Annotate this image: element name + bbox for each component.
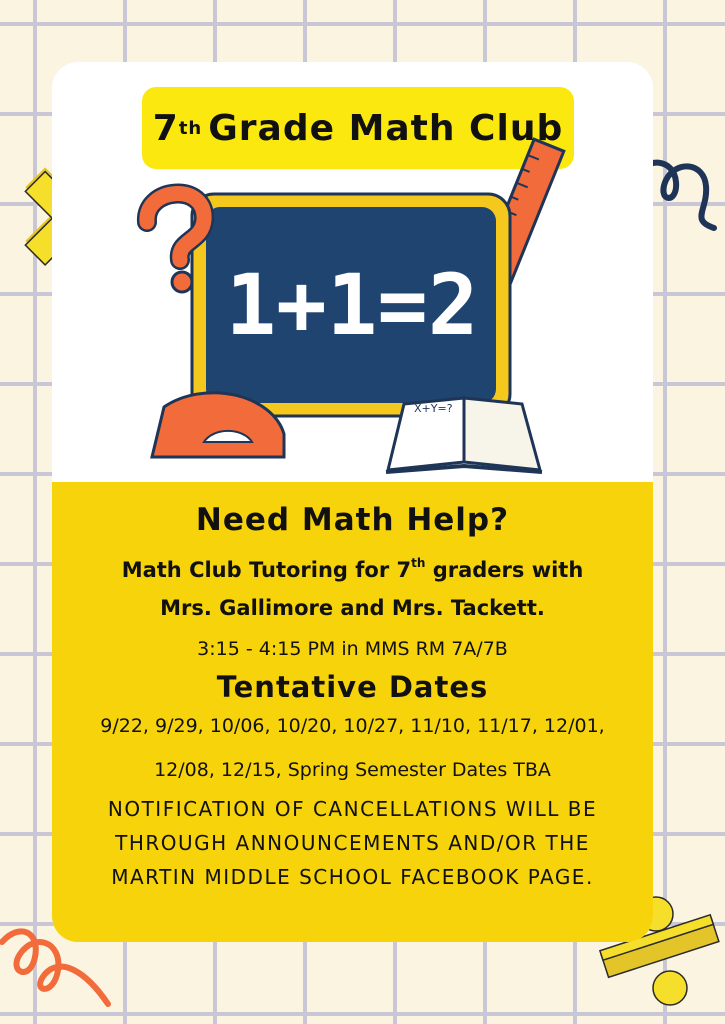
flyer-card: [52, 62, 653, 942]
tutoring-superscript: th: [411, 556, 426, 570]
book-icon: [386, 398, 542, 472]
teachers-line: Mrs. Gallimore and Mrs. Tackett.: [160, 596, 545, 620]
tutoring-line: [52, 556, 653, 582]
tutoring-prefix: Math Club Tutoring for 7: [121, 558, 412, 582]
time-location: 3:15 - 4:15 PM in MMS RM 7A/7B: [197, 638, 508, 660]
book-equation: X+Y=?: [414, 402, 453, 415]
dates-line-2: 12/08, 12/15, Spring Semester Dates TBA: [154, 759, 551, 781]
tutoring-suffix: graders with: [425, 558, 584, 582]
chalkboard-illustration: [52, 62, 653, 482]
need-help-heading: Need Math Help?: [195, 502, 510, 538]
dates-line-1: 9/22, 9/29, 10/06, 10/20, 10/27, 11/10, 11/17, 12/01,: [100, 715, 605, 737]
title-text: Grade Math Club: [208, 107, 564, 149]
cancellation-notice: NOTIFICATION OF CANCELLATIONS WILL BE THROUGH ANNOUNCEMENTS AND/OR THE MARTIN MIDDLE SCHOOL FACEBOOK PAGE.: [107, 797, 598, 889]
title-grade-number: 7: [152, 107, 179, 149]
chalkboard-equation: 1+1=2: [225, 256, 479, 354]
title-grade-suffix: th: [178, 117, 203, 139]
dates-heading: Tentative Dates: [216, 670, 489, 704]
